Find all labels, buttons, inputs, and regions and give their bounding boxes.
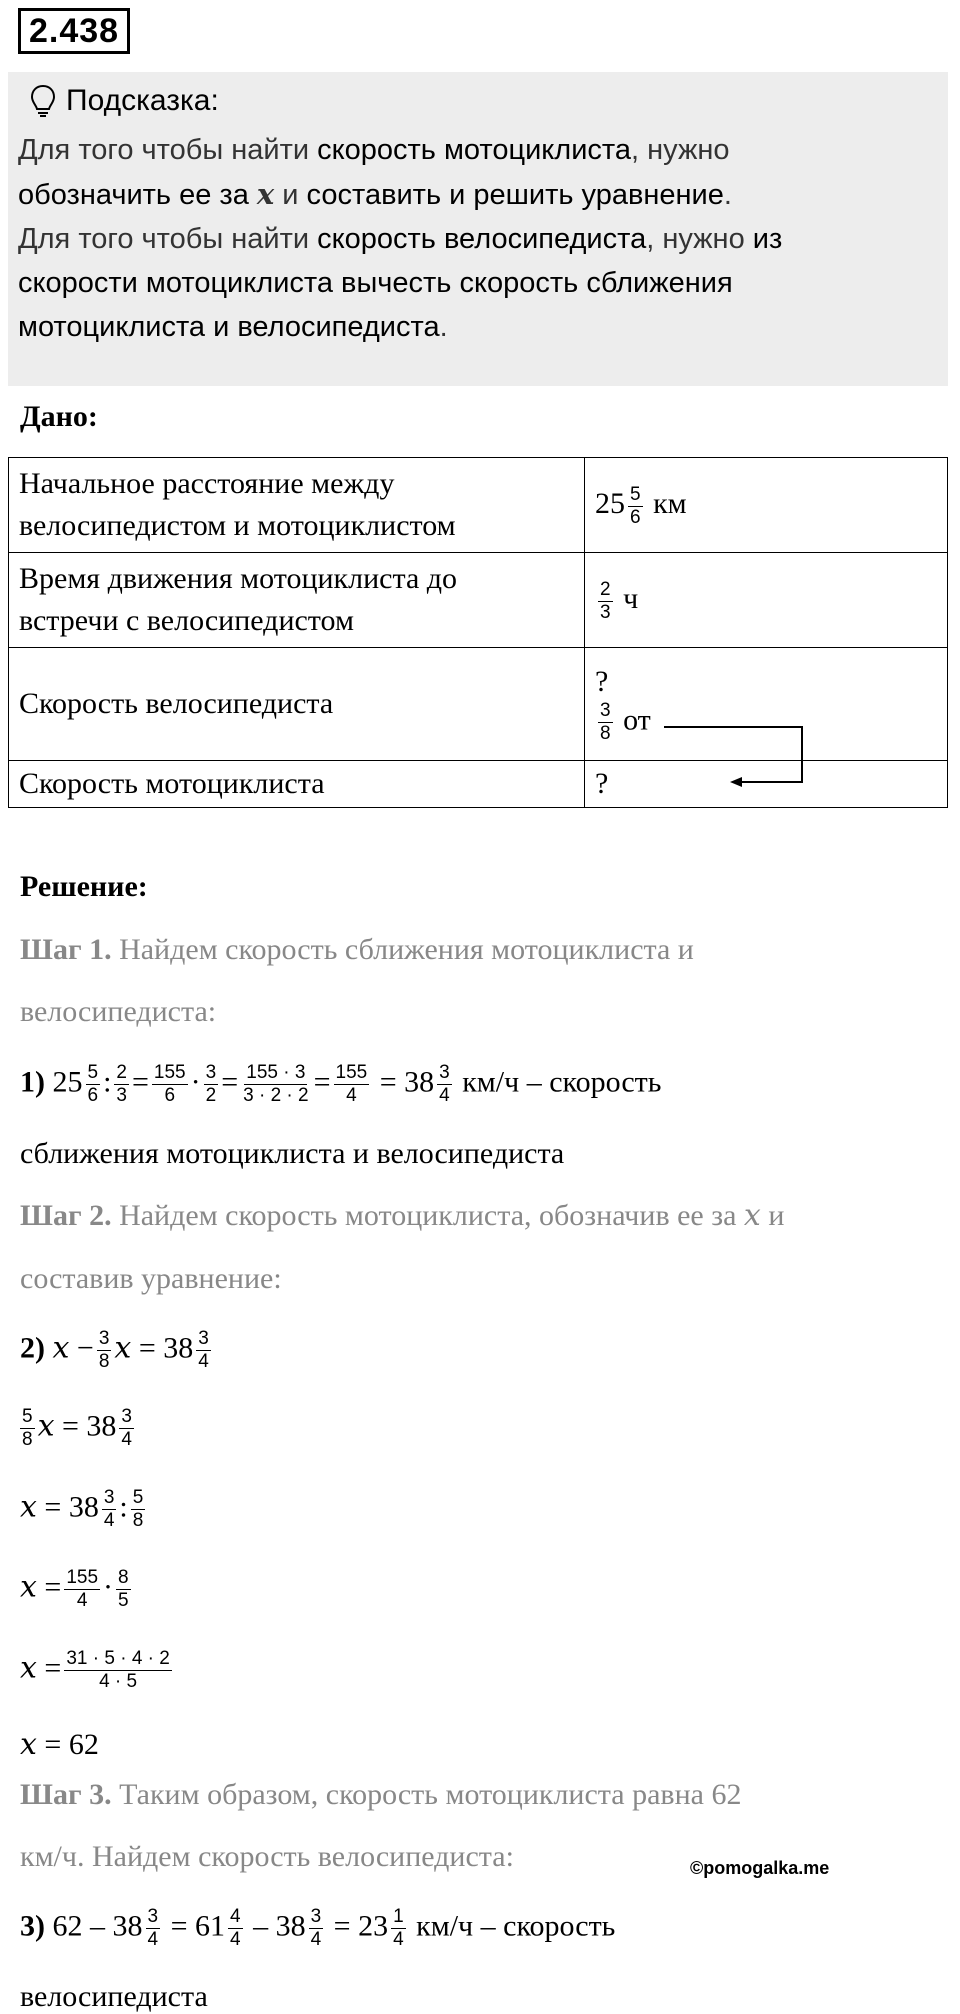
equation-3: x = 38 $\frac{3}{4}$ : $\frac{5}{8}$ (20, 1487, 144, 1531)
table-row: Скорость мотоциклиста ? (9, 761, 948, 808)
given-title: Дано: (20, 400, 98, 433)
calc-1: 1) 25 $\frac{5}{6}$ : $\frac{2}{3}$ = $\frac{155}{6}$ · $\frac{3}{2}$ = $\frac{155 \cdot 3}{3 \cdot 2 \cdot 2}$ = $\frac{155}{4}$ = 38 $\frac{3}{4}$ км/ч – скорость (20, 1062, 662, 1106)
problem-number: 2.438 (18, 8, 130, 54)
equation-2: $\frac{5}{8}$ x = 38 $\frac{3}{4}$ (22, 1406, 132, 1450)
table-row: Скорость велосипедиста ? $\frac{3}{8}$ от (9, 648, 948, 761)
hint-text: Для того чтобы найти скорость мотоциклиста, нужно обозначить ее за x и составить и решить уравнение. Для того чтобы найти скорость велосипедиста, нужно из скорости мотоциклиста вычесть скорость сближения мотоциклиста и велосипедиста. (18, 134, 783, 343)
watermark: ©pomogalka.me (690, 1858, 830, 1878)
equation-1: 2) x − $\frac{3}{8}$ x = 38 $\frac{3}{4}$ (20, 1328, 209, 1372)
step1-line: Шаг 1. Найдем скорость сближения мотоциклиста и (20, 933, 694, 966)
equation-5: x = $\frac{31 \cdot 5 \cdot 4 \cdot 2}{4 \cdot 5}$ (20, 1648, 170, 1692)
equation-6: x = 62 (20, 1727, 99, 1762)
step3-line2: км/ч. Найдем скорость велосипедиста: (20, 1840, 514, 1873)
table-row: Начальное расстояние между велосипедистом и мотоциклистом 25 $\frac{5}{6}$ км (9, 458, 948, 553)
hint-title-text: Подсказка: (66, 84, 219, 117)
solution-title: Решение: (20, 870, 148, 903)
calc-1-line2: сближения мотоциклиста и велосипедиста (20, 1137, 565, 1170)
arrow-icon (660, 720, 810, 792)
step2-line2: составив уравнение: (20, 1262, 282, 1295)
calc-3-line2: велосипедиста (20, 1980, 208, 2013)
table-row: Время движения мотоциклиста до встречи с велосипедистом $\frac{2}{3}$ ч (9, 553, 948, 648)
step3-line: Шаг 3. Таким образом, скорость мотоциклиста равна 62 (20, 1778, 742, 1811)
calc-3: 3) 62 – 38 $\frac{3}{4}$ = 61 $\frac{4}{4}$ – 38 $\frac{3}{4}$ = 23 $\frac{1}{4}$ км/ч – скорость (20, 1906, 616, 1950)
step1-line2: велосипедиста: (20, 995, 217, 1028)
lightbulb-icon (30, 84, 56, 118)
step2-line: Шаг 2. Найдем скорость мотоциклиста, обозначив ее за x и (20, 1198, 785, 1233)
hint-title (30, 80, 219, 122)
equation-4: x = $\frac{155}{4}$ · $\frac{8}{5}$ (20, 1567, 129, 1611)
